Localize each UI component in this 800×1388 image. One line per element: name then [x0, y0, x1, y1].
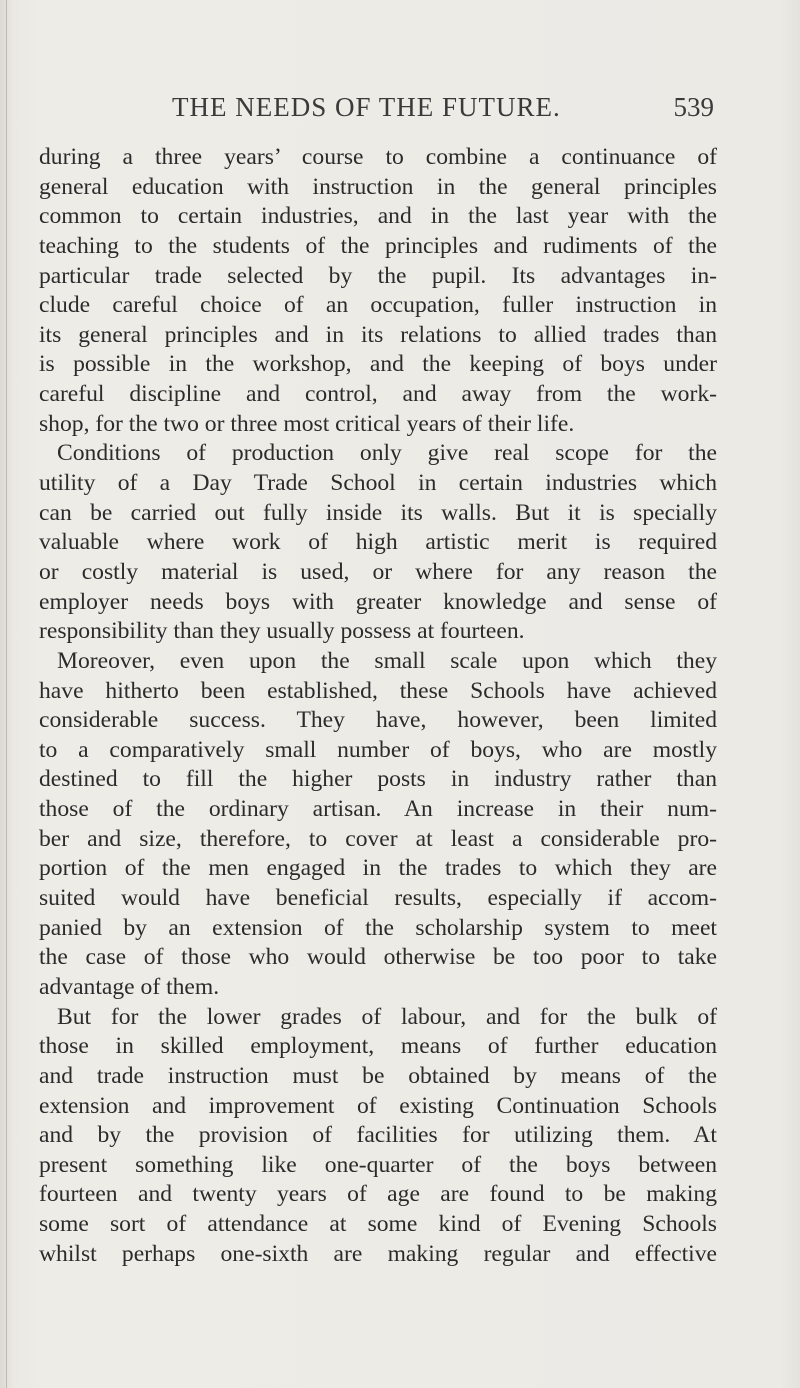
text-line: have hitherto been established, these Schools have achieved	[39, 677, 717, 704]
text-line: general education with instruction in the general principles	[39, 173, 717, 200]
text-line: can be carried out fully inside its walls. But it is specially	[39, 499, 717, 526]
text-line: and trade instruction must be obtained by means of the	[39, 1062, 717, 1089]
text-line: to a comparatively small number of boys, who are mostly	[39, 736, 717, 763]
text-line: But for the lower grades of labour, and for the bulk of	[57, 1003, 717, 1030]
text-line: advantage of them.	[39, 973, 220, 1000]
text-line: particular trade selected by the pupil. Its advantages in-	[39, 262, 717, 289]
text-line: its general principles and in its relations to allied trades than	[39, 321, 717, 348]
text-line: utility of a Day Trade School in certain industries which	[39, 470, 717, 497]
text-line: fourteen and twenty years of age are found to be making	[39, 1181, 717, 1208]
text-line: and by the provision of facilities for utilizing them. At	[39, 1122, 717, 1149]
text-line: destined to fill the higher posts in industry rather than	[39, 766, 717, 793]
text-line: extension and improvement of existing Continuation Schools	[39, 1092, 717, 1119]
text-line: ber and size, therefore, to cover at least a considerable pro-	[39, 825, 717, 852]
text-line: shop, for the two or three most critical years of their life.	[39, 410, 575, 437]
text-line: considerable success. They have, however, been limited	[39, 707, 717, 734]
text-line: some sort of attendance at some kind of Evening Schools	[39, 1211, 717, 1238]
page-number: 539	[673, 92, 714, 122]
text-line: during a three years’ course to combine a continuance of	[39, 144, 717, 170]
text-line: suited would have beneficial results, especially if accom-	[39, 885, 717, 912]
text-line: or costly material is used, or where for any reason the	[39, 558, 717, 585]
text-line: portion of the men engaged in the trades to which they are	[39, 855, 717, 882]
text-line: those of the ordinary artisan. An increase in their num-	[39, 796, 717, 823]
text-line: valuable where work of high artistic merit is required	[39, 529, 717, 556]
text-line: panied by an extension of the scholarship system to meet	[39, 914, 717, 941]
text-line: teaching to the students of the principles and rudiments of the	[39, 232, 717, 259]
text-line: the case of those who would otherwise be too poor to take	[39, 944, 717, 971]
text-line: careful discipline and control, and away from the work-	[39, 381, 717, 408]
text-line: Moreover, even upon the small scale upon which they	[57, 647, 717, 674]
text-line: common to certain industries, and in the last year with the	[39, 203, 717, 230]
text-line: those in skilled employment, means of further education	[39, 1033, 717, 1060]
page-gutter	[6, 0, 7, 1388]
text-line: is possible in the workshop, and the keeping of boys under	[39, 351, 717, 378]
text-line: present something like one-quarter of the boys between	[39, 1151, 717, 1178]
text-line: clude careful choice of an occupation, fuller instruction in	[39, 292, 717, 319]
body-text	[39, 143, 717, 1269]
text-line: employer needs boys with greater knowledge and sense of	[39, 588, 717, 615]
text-line: whilst perhaps one-sixth are making regular and effective	[39, 1240, 717, 1267]
text-line: responsibility than they usually possess at fourteen.	[39, 618, 525, 645]
text-line: Conditions of production only give real scope for the	[57, 440, 717, 467]
page-header	[0, 92, 800, 132]
running-title: THE NEEDS OF THE FUTURE.	[172, 92, 561, 122]
